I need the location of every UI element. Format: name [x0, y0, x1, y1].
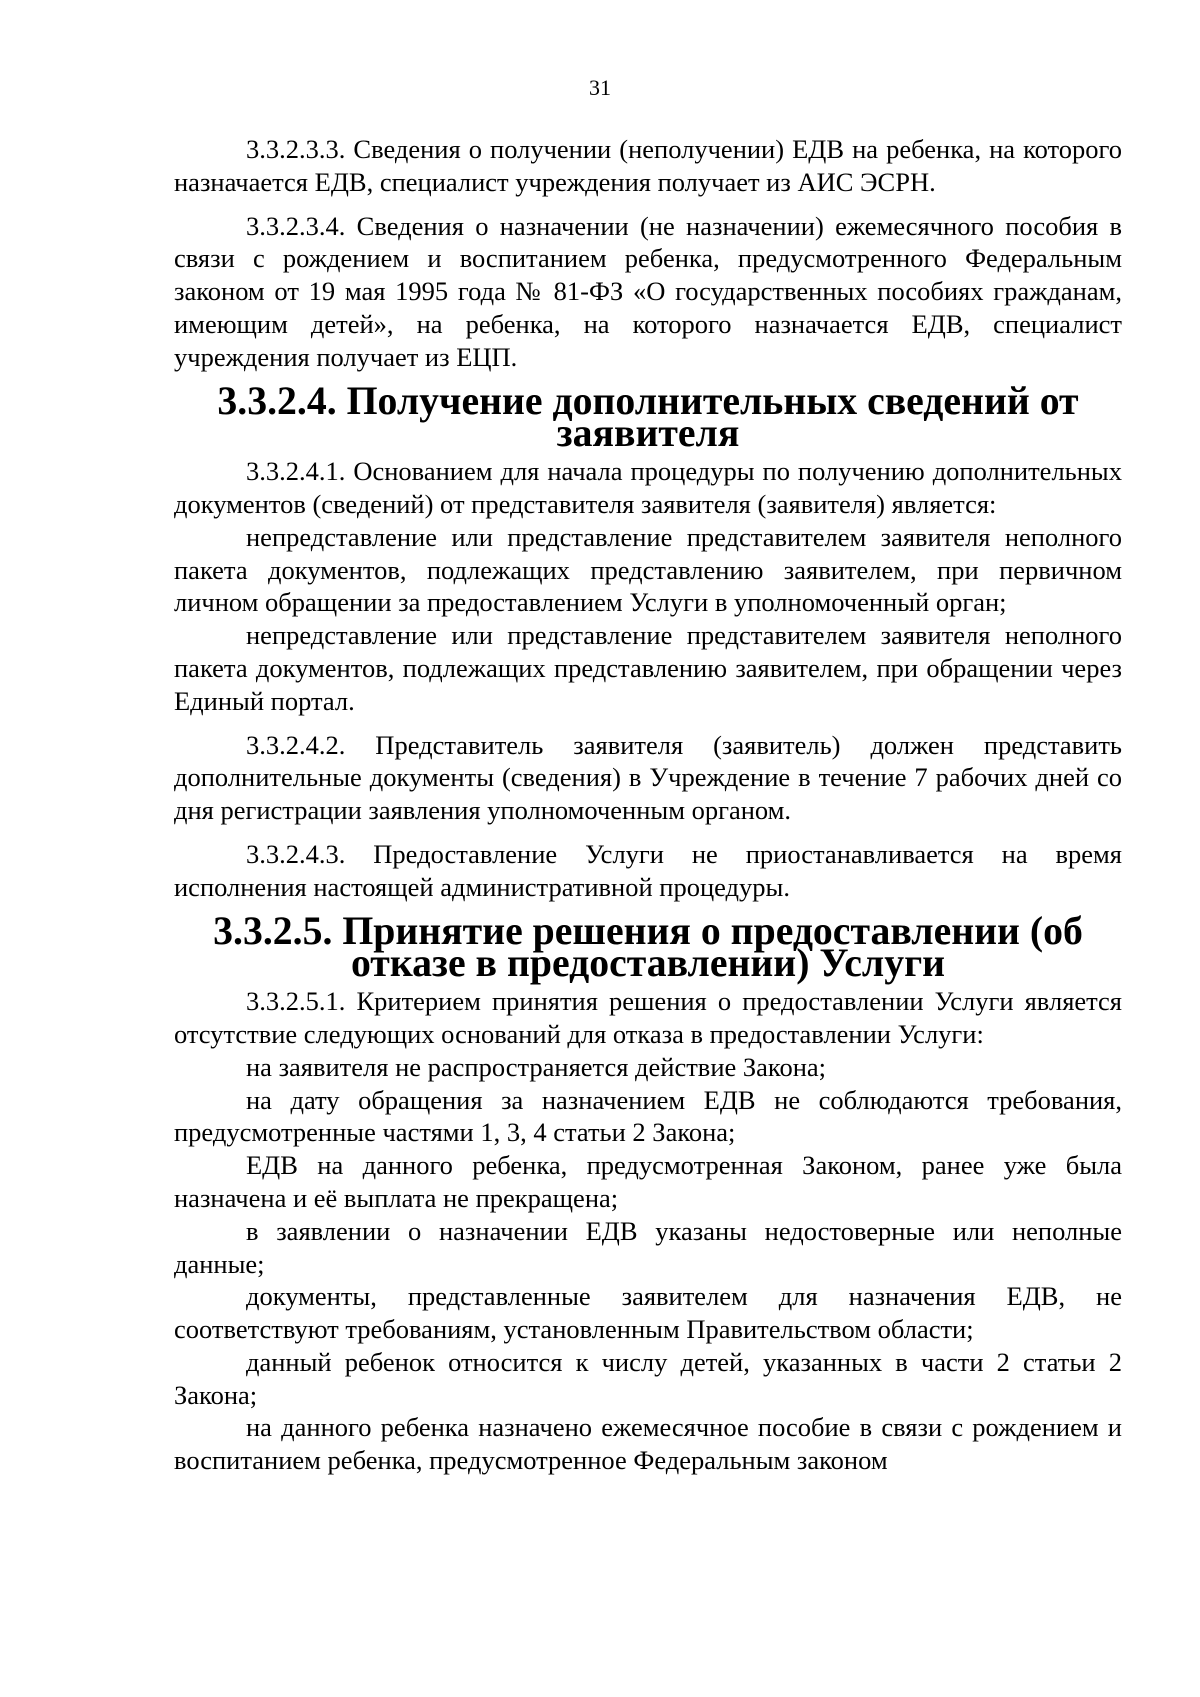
paragraph: непредставление или представление представителем заявителя неполного пакета документов, подлежащих представлению заявителем, при обращении через Единый портал.: [174, 620, 1122, 716]
document-body: [174, 133, 1122, 1477]
paragraph: ЕДВ на данного ребенка, предусмотренная Законом, ранее уже была назначена и её выплата не прекращена;: [174, 1150, 1122, 1213]
section-heading: 3.3.2.4. Получение дополнительных сведений от заявителя: [217, 378, 1079, 456]
paragraph: на заявителя не распространяется действие Закона;: [246, 1051, 827, 1082]
paragraph: 3.3.2.5.1. Критерием принятия решения о предоставлении Услуги является отсутствие следующих оснований для отказа в предоставлении Услуги:: [174, 986, 1122, 1049]
paragraph: на дату обращения за назначением ЕДВ не соблюдаются требования, предусмотренные частями 1, 3, 4 статьи 2 Закона;: [174, 1084, 1122, 1148]
page-number: 31: [589, 75, 611, 100]
paragraph: на данного ребенка назначено ежемесячное пособие в связи с рождением и воспитанием ребенка, предусмотренное Федеральным законом: [174, 1412, 1122, 1476]
paragraph: в заявлении о назначении ЕДВ указаны недостоверные или неполные данные;: [174, 1215, 1122, 1279]
paragraph: непредставление или представление представителем заявителя неполного пакета документов, подлежащих представлению заявителем, при первичном личном обращении за предоставлением Услуги в уполномоченный орган;: [174, 521, 1122, 618]
paragraph: 3.3.2.4.1. Основанием для начала процедуры по получению дополнительных документов (сведений) от представителя заявителя (заявителя) является:: [174, 456, 1122, 519]
section-heading: 3.3.2.5. Принятие решения о предоставлении (об отказе в предоставлении) Услуги: [213, 908, 1083, 986]
paragraph: документы, представленные заявителем для назначения ЕДВ, не соответствуют требованиям, установленным Правительством области;: [174, 1281, 1122, 1345]
paragraph: 3.3.2.4.2. Представитель заявителя (заявитель) должен представить дополнительные документы (сведения) в Учреждение в течение 7 рабочих дней со дня регистрации заявления уполномоченным органом.: [174, 729, 1122, 826]
paragraph: 3.3.2.3.3. Сведения о получении (неполучении) ЕДВ на ребенка, на которого назначается ЕДВ, специалист учреждения получает из АИС ЭСРН.: [174, 134, 1122, 197]
paragraph: данный ребенок относится к числу детей, указанных в части 2 статьи 2 Закона;: [174, 1346, 1122, 1410]
paragraph: 3.3.2.3.4. Сведения о назначении (не назначении) ежемесячного пособия в связи с рождением и воспитанием ребенка, предусмотренного Федеральным законом от 19 мая 1995 года № 81-ФЗ «О государственных пособиях гражданам, имеющим детей», на ребенка, на которого назначается ЕДВ, специалист учреждения получает из ЕЦП.: [174, 210, 1122, 372]
paragraph: 3.3.2.4.3. Предоставление Услуги не приостанавливается на время исполнения настоящей административной процедуры.: [174, 838, 1122, 902]
